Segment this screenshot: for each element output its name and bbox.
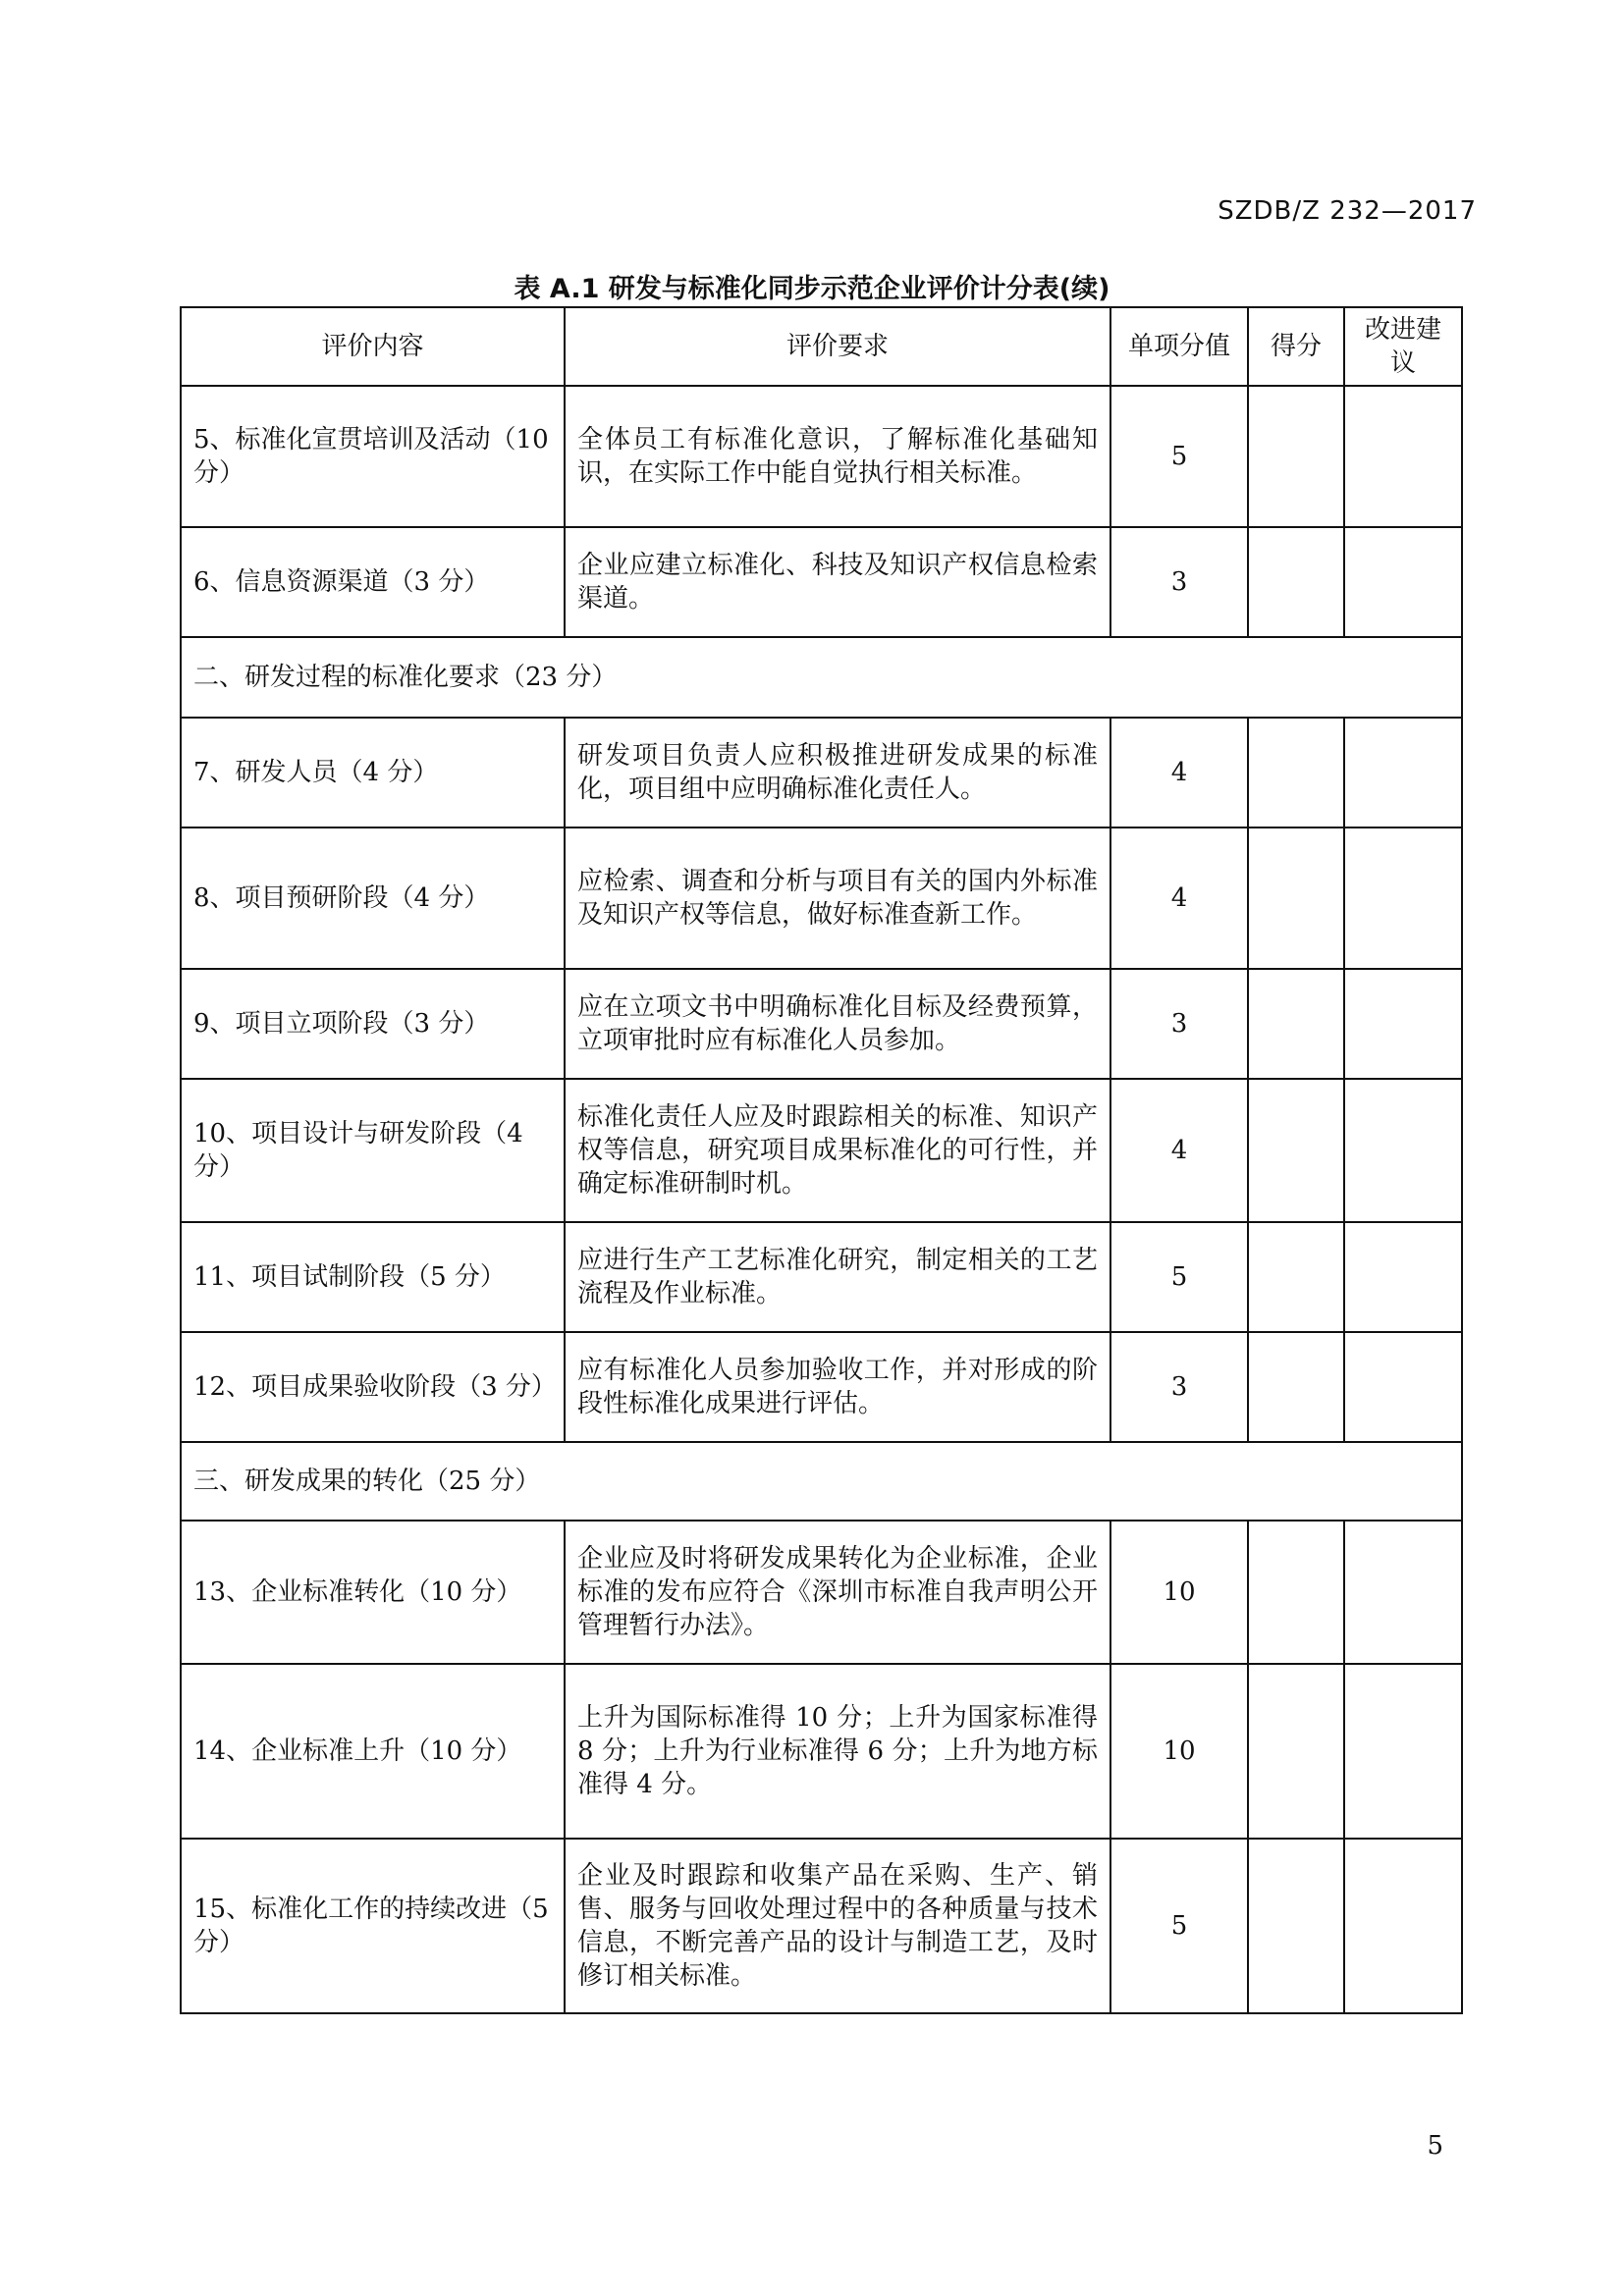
table-row bbox=[181, 1222, 1462, 1332]
header-content: 评价内容 bbox=[181, 307, 565, 386]
score-got-cell[interactable] bbox=[1248, 386, 1344, 527]
table-title: 表 A.1 研发与标准化同步示范企业评价计分表(续) bbox=[514, 274, 1110, 304]
table-row bbox=[181, 969, 1462, 1079]
table-header-row bbox=[181, 307, 1462, 386]
item-requirement: 研发项目负责人应积极推进研发成果的标准化，项目组中应明确标准化责任人。 bbox=[565, 718, 1110, 828]
item-score: 3 bbox=[1110, 1332, 1248, 1442]
item-score: 5 bbox=[1110, 386, 1248, 527]
section-row bbox=[181, 637, 1462, 718]
item-requirement: 应有标准化人员参加验收工作，并对形成的阶段性标准化成果进行评估。 bbox=[565, 1332, 1110, 1442]
score-got-cell[interactable] bbox=[1248, 969, 1344, 1079]
item-content: 15、标准化工作的持续改进（5 分） bbox=[181, 1839, 565, 2013]
advice-cell[interactable] bbox=[1344, 1079, 1462, 1222]
advice-cell[interactable] bbox=[1344, 386, 1462, 527]
table-row bbox=[181, 1332, 1462, 1442]
section-title: 三、研发成果的转化（25 分） bbox=[181, 1442, 1462, 1521]
header-advice: 改进建议 bbox=[1344, 307, 1462, 386]
advice-cell[interactable] bbox=[1344, 1332, 1462, 1442]
advice-cell[interactable] bbox=[1344, 1664, 1462, 1839]
score-got-cell[interactable] bbox=[1248, 1332, 1344, 1442]
item-requirement: 企业应及时将研发成果转化为企业标准，企业标准的发布应符合《深圳市标准自我声明公开管理暂行办法》。 bbox=[565, 1521, 1110, 1664]
table-row bbox=[181, 828, 1462, 969]
score-got-cell[interactable] bbox=[1248, 1521, 1344, 1664]
evaluation-table bbox=[180, 306, 1463, 2014]
item-score: 3 bbox=[1110, 527, 1248, 637]
document-code: SZDB/Z 232—2017 bbox=[1218, 196, 1477, 226]
score-got-cell[interactable] bbox=[1248, 1664, 1344, 1839]
advice-cell[interactable] bbox=[1344, 828, 1462, 969]
item-content: 8、项目预研阶段（4 分） bbox=[181, 828, 565, 969]
table-row bbox=[181, 386, 1462, 527]
item-content: 13、企业标准转化（10 分） bbox=[181, 1521, 565, 1664]
item-score: 3 bbox=[1110, 969, 1248, 1079]
advice-cell[interactable] bbox=[1344, 969, 1462, 1079]
advice-cell[interactable] bbox=[1344, 718, 1462, 828]
score-got-cell[interactable] bbox=[1248, 1839, 1344, 2013]
header-requirement: 评价要求 bbox=[565, 307, 1110, 386]
item-requirement: 应进行生产工艺标准化研究，制定相关的工艺流程及作业标准。 bbox=[565, 1222, 1110, 1332]
item-content: 12、项目成果验收阶段（3 分） bbox=[181, 1332, 565, 1442]
advice-cell[interactable] bbox=[1344, 527, 1462, 637]
table-row bbox=[181, 718, 1462, 828]
advice-cell[interactable] bbox=[1344, 1521, 1462, 1664]
item-requirement: 企业及时跟踪和收集产品在采购、生产、销售、服务与回收处理过程中的各种质量与技术信息，不断完善产品的设计与制造工艺，及时修订相关标准。 bbox=[565, 1839, 1110, 2013]
item-content: 5、标准化宣贯培训及活动（10 分） bbox=[181, 386, 565, 527]
item-content: 6、信息资源渠道（3 分） bbox=[181, 527, 565, 637]
section-title: 二、研发过程的标准化要求（23 分） bbox=[181, 637, 1462, 718]
header-got: 得分 bbox=[1248, 307, 1344, 386]
table-row bbox=[181, 527, 1462, 637]
table-row bbox=[181, 1839, 1462, 2013]
advice-cell[interactable] bbox=[1344, 1839, 1462, 2013]
page-number: 5 bbox=[1427, 2131, 1443, 2161]
item-requirement: 企业应建立标准化、科技及知识产权信息检索渠道。 bbox=[565, 527, 1110, 637]
item-requirement: 应检索、调查和分析与项目有关的国内外标准及知识产权等信息，做好标准查新工作。 bbox=[565, 828, 1110, 969]
item-score: 4 bbox=[1110, 1079, 1248, 1222]
item-content: 14、企业标准上升（10 分） bbox=[181, 1664, 565, 1839]
item-score: 10 bbox=[1110, 1664, 1248, 1839]
advice-cell[interactable] bbox=[1344, 1222, 1462, 1332]
item-requirement: 标准化责任人应及时跟踪相关的标准、知识产权等信息，研究项目成果标准化的可行性，并确定标准研制时机。 bbox=[565, 1079, 1110, 1222]
item-content: 11、项目试制阶段（5 分） bbox=[181, 1222, 565, 1332]
score-got-cell[interactable] bbox=[1248, 1079, 1344, 1222]
item-requirement: 上升为国际标准得 10 分；上升为国家标准得 8 分；上升为行业标准得 6 分；上升为地方标准得 4 分。 bbox=[565, 1664, 1110, 1839]
item-content: 7、研发人员（4 分） bbox=[181, 718, 565, 828]
item-score: 5 bbox=[1110, 1839, 1248, 2013]
table-row bbox=[181, 1079, 1462, 1222]
score-got-cell[interactable] bbox=[1248, 828, 1344, 969]
item-content: 9、项目立项阶段（3 分） bbox=[181, 969, 565, 1079]
item-score: 5 bbox=[1110, 1222, 1248, 1332]
score-got-cell[interactable] bbox=[1248, 1222, 1344, 1332]
table-row bbox=[181, 1664, 1462, 1839]
item-score: 10 bbox=[1110, 1521, 1248, 1664]
header-score: 单项分值 bbox=[1110, 307, 1248, 386]
section-row bbox=[181, 1442, 1462, 1521]
item-score: 4 bbox=[1110, 718, 1248, 828]
item-content: 10、项目设计与研发阶段（4 分） bbox=[181, 1079, 565, 1222]
item-requirement: 应在立项文书中明确标准化目标及经费预算，立项审批时应有标准化人员参加。 bbox=[565, 969, 1110, 1079]
item-score: 4 bbox=[1110, 828, 1248, 969]
table-row bbox=[181, 1521, 1462, 1664]
score-got-cell[interactable] bbox=[1248, 527, 1344, 637]
score-got-cell[interactable] bbox=[1248, 718, 1344, 828]
item-requirement: 全体员工有标准化意识，了解标准化基础知识，在实际工作中能自觉执行相关标准。 bbox=[565, 386, 1110, 527]
